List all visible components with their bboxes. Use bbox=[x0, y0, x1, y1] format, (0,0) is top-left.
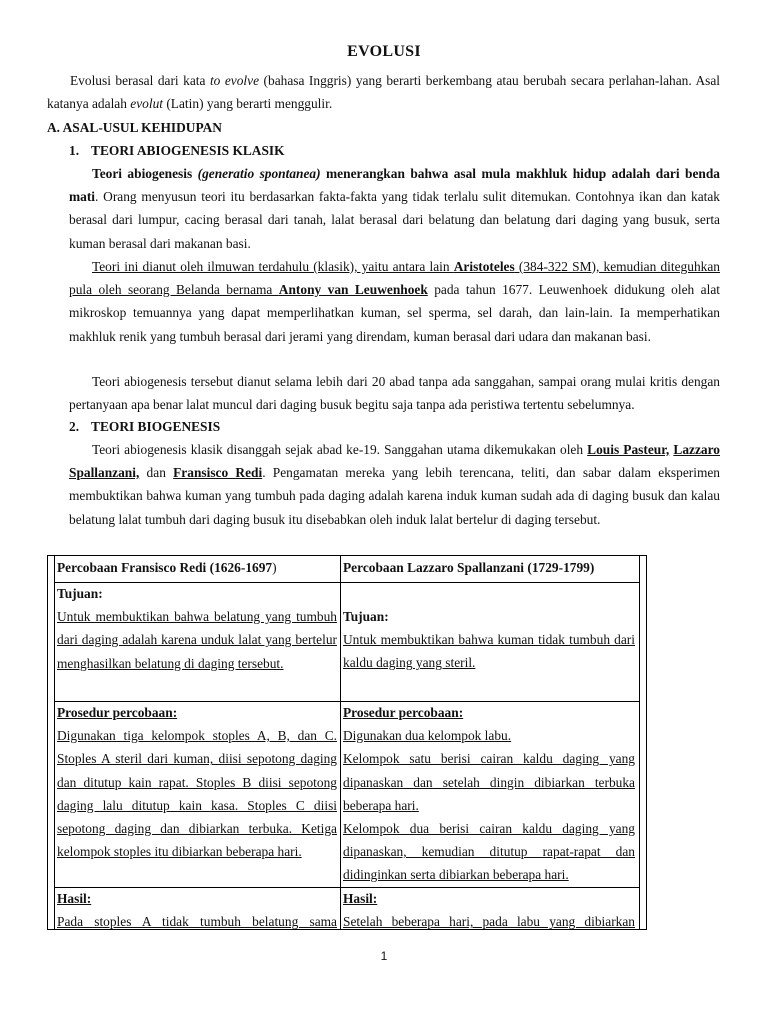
abiogenesis-underlined-2: (384-322 SM), kemudian diteguhkan pula oleh seorang Belanda bernama bbox=[69, 259, 720, 298]
abiogenesis-rest: . Orang menyusun teori itu berdasarkan fakta-fakta yang tidak terlalu sulit ditemukan. Contohnya ikan dan katak berasal dari lumpur, cacing berasal dari tanah, lalat berasal dari belatung dan belatung dari daging yang busuk, serta kuman berasal dari makanan basi. bbox=[69, 189, 720, 251]
intro-paragraph bbox=[47, 69, 720, 115]
page-number: 1 bbox=[380, 949, 388, 963]
table-column-divider bbox=[340, 556, 341, 930]
spallanzani-name: Lazzaro Spallanzani, bbox=[69, 442, 720, 481]
abiogenesis-paragraph-2-rest: pada tahun 1677. Leuwenhoek didukung oleh alat mikroskop temuannya yang dapat memperlihatkan kuman, sel sperma, sel darah, dan lain-lain. Ia memperhatikan makhluk renik yang tumbuh berasal dari jerami yang direndam, kuman berasal dari udara dan makanan basi. bbox=[69, 282, 720, 344]
spallanzani-procedure-label: Prosedur percobaan: bbox=[343, 705, 464, 720]
spallanzani-header-cell bbox=[343, 556, 635, 579]
redi-goal-label: Tujuan: bbox=[57, 586, 103, 601]
redi-goal-cell bbox=[57, 582, 337, 675]
pasteur-name: Louis Pasteur, bbox=[587, 442, 670, 457]
subsection-2-title: TEORI BIOGENESIS bbox=[91, 419, 221, 434]
spallanzani-header: Percobaan Lazzaro Spallanzani (1729-1799) bbox=[343, 560, 595, 575]
abiogenesis-paragraph-3: Teori abiogenesis tersebut dianut selama lebih dari 20 abad tanpa ada sanggahan, sampai orang mulai kritis dengan pertanyaan apa benar lalat muncul dari daging busuk begitu saja tanpa ada peristiwa tertentu sebelumnya. bbox=[69, 374, 720, 413]
redi-result-text: Pada stoples A tidak tumbuh belatung sama bbox=[57, 914, 337, 930]
spallanzani-procedure-3: Kelompok dua berisi cairan kaldu daging yang dipanaskan, kemudian ditutup rapat-rapat dan didinginkan serta dibiarkan beberapa hari. bbox=[343, 821, 635, 883]
abiogenesis-bold-a: Teori abiogenesis bbox=[92, 166, 198, 181]
subsection-1-heading bbox=[69, 139, 285, 162]
abiogenesis-bold-italic: (generatio spontanea) bbox=[197, 166, 321, 181]
intro-italic-1: to evolve bbox=[209, 73, 260, 88]
subsection-1-number: 1. bbox=[69, 143, 80, 158]
spallanzani-result-text: Setelah beberapa hari, pada labu yang dibiarkan bbox=[343, 914, 635, 930]
redi-procedure-label: Prosedur percobaan: bbox=[57, 705, 178, 720]
subsection-2-number: 2. bbox=[69, 419, 80, 434]
spallanzani-result-label: Hasil: bbox=[343, 891, 378, 906]
redi-result-cell bbox=[57, 887, 337, 933]
subsection-2-heading bbox=[69, 415, 220, 438]
redi-result-label: Hasil: bbox=[57, 891, 92, 906]
abiogenesis-paragraph-2 bbox=[69, 255, 720, 348]
biogenesis-rest: . Pengamatan mereka yang lebih terencana, teliti, dan sabar dalam eksperimen membuktikan bahwa kuman yang tumbuh pada daging adalah karena induk kuman sudah ada di daging busuk dan kalau belatung lalat tumbuh dari daging busuk itu disebabkan oleh induk lalat bertelur di daging tersebut. bbox=[69, 465, 720, 527]
redi-header-cell bbox=[57, 556, 337, 579]
intro-text-3: (Latin) yang berarti menggulir. bbox=[163, 96, 333, 112]
redi-name: Fransisco Redi bbox=[173, 465, 263, 481]
redi-procedure-text: Digunakan tiga kelompok stoples A, B, dan C. Stoples A steril dari kuman, diisi sepotong daging dan ditutup kain rapat. Stoples B diisi sepotong daging lalu ditutup kain kasa. Stoples C diisi sepotong daging dan dibiarkan terbuka. Ketiga kelompok stoples itu dibiarkan beberapa hari. bbox=[57, 728, 337, 860]
abiogenesis-underlined-1: Teori ini dianut oleh ilmuwan terdahulu (klasik), yaitu antara lain bbox=[92, 259, 454, 274]
biogenesis-text-mid: dan bbox=[139, 465, 174, 481]
spallanzani-result-cell bbox=[343, 887, 635, 933]
intro-text-1: Evolusi berasal dari kata bbox=[70, 73, 210, 88]
subsection-1-title: TEORI ABIOGENESIS KLASIK bbox=[91, 143, 285, 158]
redi-goal-text: Untuk membuktikan bahwa belatung yang tumbuh dari daging adalah karena unduk lalat yang bertelur menghasilkan belatung di daging tersebut. bbox=[57, 609, 337, 671]
leuwenhoek-name: Antony van Leuwenhoek bbox=[278, 282, 428, 298]
biogenesis-paragraph-1 bbox=[69, 438, 720, 531]
spallanzani-procedure-cell bbox=[343, 701, 635, 887]
redi-header: Percobaan Fransisco Redi (1626-1697 bbox=[57, 560, 273, 575]
experiment-table-inner bbox=[54, 556, 640, 930]
document-title: EVOLUSI bbox=[347, 43, 421, 60]
abiogenesis-paragraph-1 bbox=[69, 162, 720, 255]
intro-italic-2: evolut bbox=[130, 96, 163, 112]
redi-header-paren: ) bbox=[272, 560, 277, 575]
spallanzani-procedure-1: Digunakan dua kelompok labu. bbox=[343, 728, 512, 744]
spallanzani-goal-label: Tujuan: bbox=[343, 609, 389, 624]
abiogenesis-bold-b: menerangkan bahwa asal mula makhluk hidup adalah dari benda mati bbox=[69, 166, 721, 205]
spallanzani-goal-cell bbox=[343, 605, 635, 675]
spallanzani-goal-text: Untuk membuktikan bahwa kuman tidak tumbuh dari kaldu daging yang steril. bbox=[343, 632, 635, 671]
biogenesis-text-a: Teori abiogenesis klasik disanggah sejak abad ke-19. Sanggahan utama dikemukakan oleh bbox=[92, 442, 588, 457]
aristoteles-name: Aristoteles bbox=[453, 259, 515, 274]
experiment-table bbox=[47, 555, 647, 930]
section-a-heading: A. ASAL-USUL KEHIDUPAN bbox=[47, 120, 222, 135]
spallanzani-procedure-2: Kelompok satu berisi cairan kaldu daging yang dipanaskan dan setelah dingin dibiarkan terbuka beberapa hari. bbox=[343, 751, 635, 813]
redi-procedure-cell bbox=[57, 701, 337, 863]
intro-text-2: (bahasa Inggris) yang berarti berkembang atau berubah secara perlahan-lahan. Asal katanya adalah bbox=[47, 73, 720, 112]
